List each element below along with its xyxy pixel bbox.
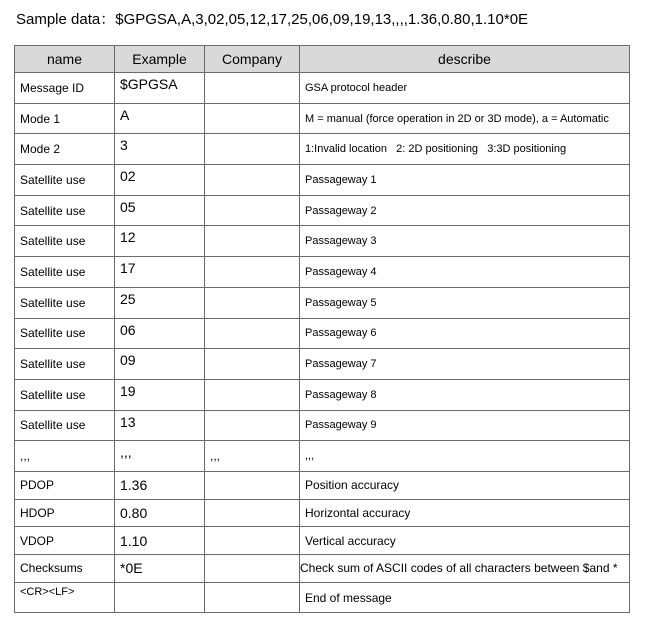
cell-example: 0.80	[115, 499, 205, 527]
table-row	[15, 165, 630, 196]
column-header-company: Company	[205, 46, 300, 73]
cell-example	[115, 582, 205, 613]
cell-company	[205, 257, 300, 288]
cell-describe: End of message	[300, 582, 630, 613]
cell-company	[205, 73, 300, 104]
cell-company: ,,,	[205, 441, 300, 472]
table-row	[15, 103, 630, 134]
cell-describe: GSA protocol header	[300, 73, 630, 104]
cell-example: 25	[115, 287, 205, 318]
cell-name: Mode 2	[15, 134, 115, 165]
table-row	[15, 134, 630, 165]
table-row	[15, 379, 630, 410]
column-header-name: name	[15, 46, 115, 73]
sample-data-line: Sample data：$GPGSA,A,3,02,05,12,17,25,06,09,19,13,,,,1.36,0.80,1.10*0E	[16, 11, 529, 28]
cell-company	[205, 349, 300, 380]
cell-describe: Horizontal accuracy	[300, 499, 630, 527]
table-row	[15, 582, 630, 613]
cell-company	[205, 226, 300, 257]
table-row	[15, 441, 630, 472]
table-row	[15, 318, 630, 349]
cell-company	[205, 471, 300, 499]
table-row	[15, 287, 630, 318]
cell-describe: Vertical accuracy	[300, 527, 630, 555]
cell-describe: Passageway 7	[300, 349, 630, 380]
cell-describe: Passageway 9	[300, 410, 630, 441]
cell-describe: M = manual (force operation in 2D or 3D mode), a = Automatic	[300, 103, 630, 134]
cell-example: 19	[115, 379, 205, 410]
cell-describe: Passageway 4	[300, 257, 630, 288]
cell-company	[205, 134, 300, 165]
cell-name: Satellite use	[15, 287, 115, 318]
cell-example: 1.36	[115, 471, 205, 499]
cell-company	[205, 318, 300, 349]
column-header-describe: describe	[300, 46, 630, 73]
cell-name: PDOP	[15, 471, 115, 499]
cell-example: 02	[115, 165, 205, 196]
cell-describe: Passageway 8	[300, 379, 630, 410]
cell-name: Satellite use	[15, 195, 115, 226]
table-row	[15, 257, 630, 288]
table-row	[15, 226, 630, 257]
cell-name: Message ID	[15, 73, 115, 104]
cell-describe: Passageway 6	[300, 318, 630, 349]
cell-name: Satellite use	[15, 318, 115, 349]
cell-describe: ,,,	[300, 441, 630, 472]
table-row	[15, 471, 630, 499]
cell-example: 05	[115, 195, 205, 226]
cell-name: Mode 1	[15, 103, 115, 134]
cell-example: 12	[115, 226, 205, 257]
gsa-field-table	[14, 45, 630, 613]
table-row	[15, 73, 630, 104]
cell-name: Satellite use	[15, 226, 115, 257]
cell-example: 13	[115, 410, 205, 441]
cell-name: Checksums	[15, 555, 115, 583]
cell-example: ,,,	[115, 441, 205, 472]
cell-example: A	[115, 103, 205, 134]
cell-example: 06	[115, 318, 205, 349]
table-row	[15, 527, 630, 555]
table-row	[15, 195, 630, 226]
cell-describe: Passageway 3	[300, 226, 630, 257]
cell-example: 17	[115, 257, 205, 288]
column-header-example: Example	[115, 46, 205, 73]
cell-company	[205, 103, 300, 134]
cell-company	[205, 195, 300, 226]
table-row	[15, 555, 630, 583]
cell-company	[205, 410, 300, 441]
cell-company	[205, 499, 300, 527]
cell-company	[205, 582, 300, 613]
cell-name: ,,,	[15, 441, 115, 472]
cell-describe: Check sum of ASCII codes of all characters between $and *	[300, 555, 630, 583]
cell-name: Satellite use	[15, 410, 115, 441]
cell-company	[205, 379, 300, 410]
cell-describe: Position accuracy	[300, 471, 630, 499]
cell-name: Satellite use	[15, 165, 115, 196]
table-row	[15, 349, 630, 380]
cell-example: *0E	[115, 555, 205, 583]
cell-name: HDOP	[15, 499, 115, 527]
cell-name: Satellite use	[15, 349, 115, 380]
cell-company	[205, 527, 300, 555]
cell-name: VDOP	[15, 527, 115, 555]
cell-example: $GPGSA	[115, 73, 205, 104]
cell-describe: Passageway 2	[300, 195, 630, 226]
cell-describe: Passageway 1	[300, 165, 630, 196]
cell-example: 09	[115, 349, 205, 380]
cell-name: Satellite use	[15, 257, 115, 288]
cell-name: <CR><LF>	[15, 582, 115, 613]
cell-company	[205, 287, 300, 318]
table-header-row	[15, 46, 630, 73]
cell-example: 3	[115, 134, 205, 165]
cell-name: Satellite use	[15, 379, 115, 410]
cell-describe: 1:Invalid location 2: 2D positioning 3:3D positioning	[300, 134, 630, 165]
cell-company	[205, 555, 300, 583]
table-row	[15, 499, 630, 527]
cell-describe: Passageway 5	[300, 287, 630, 318]
cell-company	[205, 165, 300, 196]
table-row	[15, 410, 630, 441]
cell-example: 1.10	[115, 527, 205, 555]
